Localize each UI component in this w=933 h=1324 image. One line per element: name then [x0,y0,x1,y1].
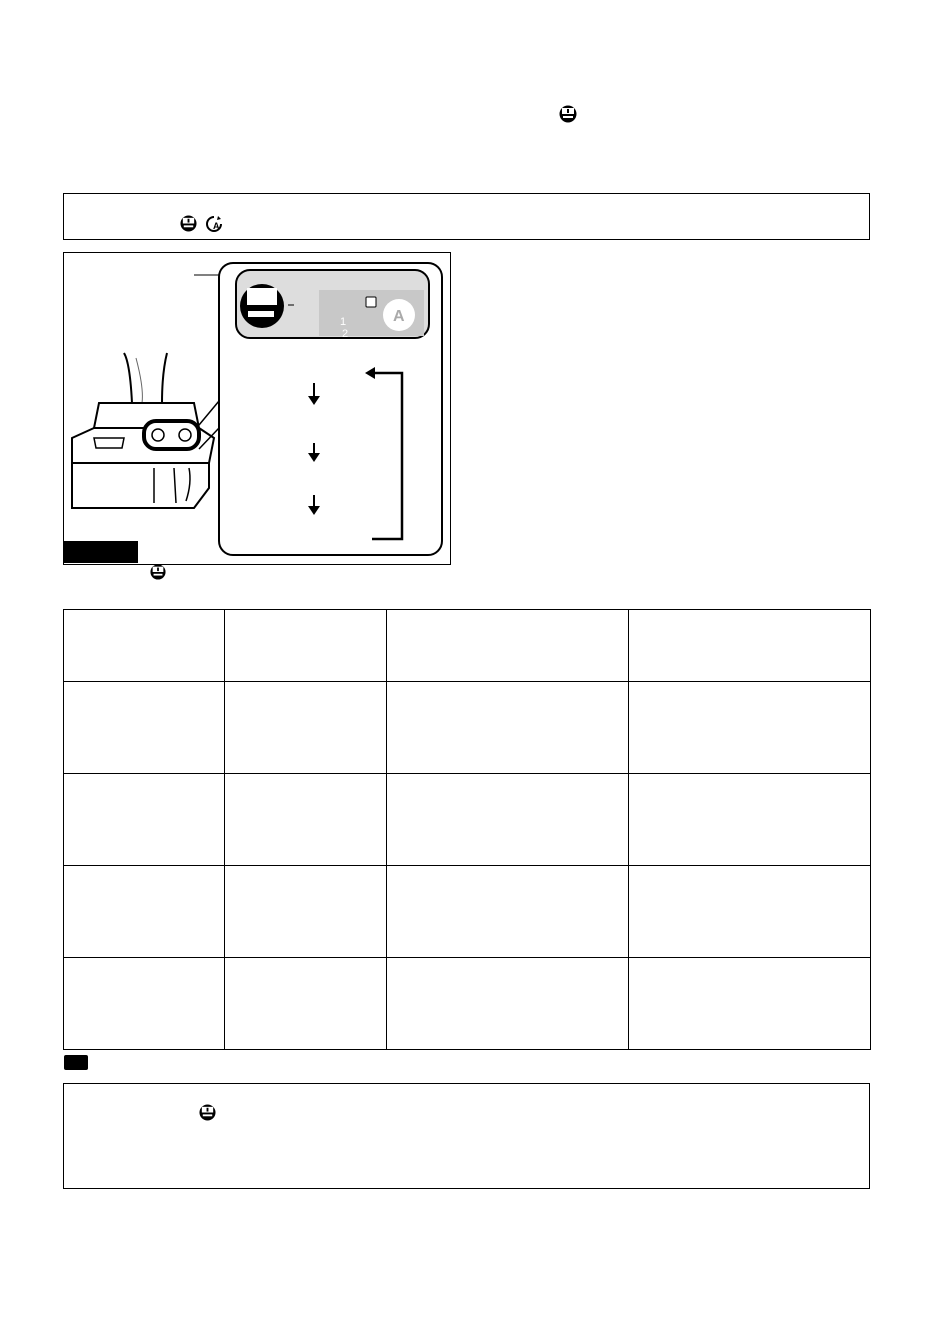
note-box-bottom [63,1083,870,1189]
mode-indicator [64,774,224,865]
mode-button-icon [180,215,197,232]
mode-button-icon [150,564,166,580]
table-header-cell [387,610,629,682]
figure-panel [63,252,451,565]
mode-button-icon [199,1104,216,1121]
mode-indicator [64,866,224,957]
table-header-cell [629,610,871,682]
table-header-cell [225,610,387,682]
auto-icon-letter: A [393,308,405,325]
mode-indicator [64,958,224,1049]
figure-label-tab [64,541,138,563]
panel-sub-label-2: 2 [342,328,349,340]
tool-illustration [64,253,449,563]
panel-sub-label-1: 1 [340,316,347,328]
svg-text:A: A [213,221,220,231]
note-box-top [63,193,870,240]
table-row [64,682,871,774]
mode-indicator [64,682,224,773]
table-header-row [64,610,871,682]
table-row [64,958,871,1050]
table-row [64,774,871,866]
auto-mode-icon [205,215,223,233]
mode-button-icon [559,105,577,123]
note-tag [64,1055,88,1070]
table-row [64,866,871,958]
table-header-cell [64,610,225,682]
mode-table [63,609,871,1050]
